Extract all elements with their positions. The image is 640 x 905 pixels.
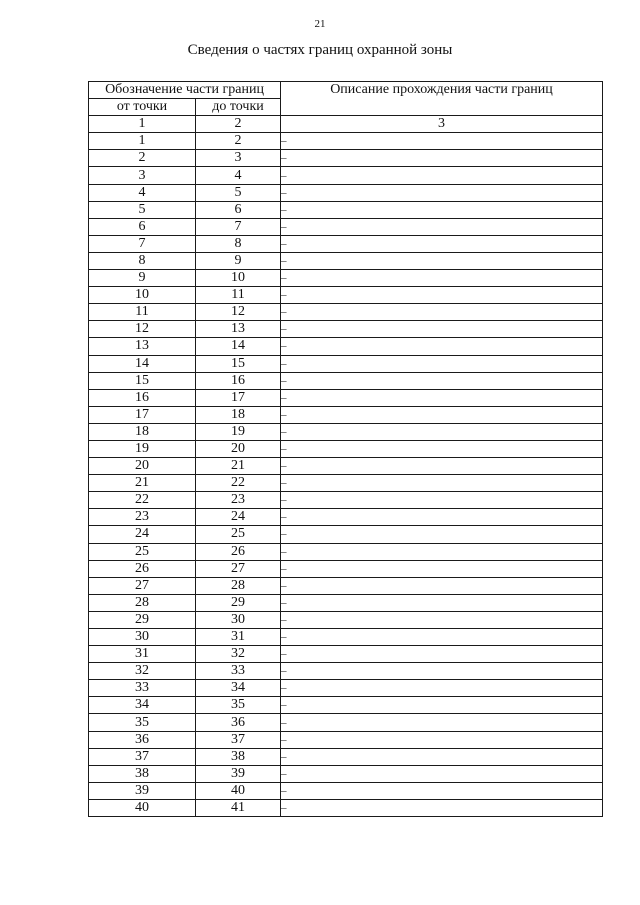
table-row: [89, 355, 603, 372]
table-row: [89, 526, 603, 543]
to-point-cell: 4: [196, 167, 281, 184]
to-point-cell: 15: [196, 355, 281, 372]
description-cell: –: [281, 389, 603, 406]
to-point-cell: 26: [196, 543, 281, 560]
from-point-cell: 11: [89, 304, 196, 321]
to-point-cell: 34: [196, 680, 281, 697]
to-point-cell: 32: [196, 646, 281, 663]
from-point-cell: 27: [89, 577, 196, 594]
table-row: [89, 475, 603, 492]
from-point-cell: 10: [89, 287, 196, 304]
description-cell: –: [281, 680, 603, 697]
description-cell: –: [281, 201, 603, 218]
from-point-cell: 24: [89, 526, 196, 543]
to-point-cell: 20: [196, 440, 281, 457]
table-row: [89, 577, 603, 594]
to-point-cell: 27: [196, 560, 281, 577]
to-point-cell: 13: [196, 321, 281, 338]
description-cell: –: [281, 338, 603, 355]
table-row: [89, 799, 603, 816]
from-point-cell: 8: [89, 252, 196, 269]
to-point-cell: 12: [196, 304, 281, 321]
description-cell: –: [281, 235, 603, 252]
table-row: [89, 201, 603, 218]
description-cell: –: [281, 646, 603, 663]
description-cell: –: [281, 526, 603, 543]
description-cell: –: [281, 799, 603, 816]
to-point-cell: 29: [196, 594, 281, 611]
to-point-cell: 28: [196, 577, 281, 594]
table-row: [89, 509, 603, 526]
from-point-cell: 12: [89, 321, 196, 338]
to-point-cell: 5: [196, 184, 281, 201]
table-row: [89, 492, 603, 509]
description-cell: –: [281, 748, 603, 765]
table-row: [89, 321, 603, 338]
to-point-cell: 39: [196, 765, 281, 782]
description-cell: –: [281, 287, 603, 304]
from-point-cell: 17: [89, 406, 196, 423]
description-cell: –: [281, 270, 603, 287]
table-row: [89, 560, 603, 577]
from-point-cell: 30: [89, 629, 196, 646]
table-row: [89, 680, 603, 697]
column-index-cell: 2: [196, 116, 281, 133]
description-cell: –: [281, 543, 603, 560]
from-point-cell: 35: [89, 714, 196, 731]
from-point-cell: 21: [89, 475, 196, 492]
description-cell: –: [281, 577, 603, 594]
column-index-cell: 1: [89, 116, 196, 133]
from-point-cell: 31: [89, 646, 196, 663]
from-point-cell: 20: [89, 458, 196, 475]
table-row: [89, 389, 603, 406]
from-point-cell: 37: [89, 748, 196, 765]
description-cell: –: [281, 372, 603, 389]
to-point-cell: 19: [196, 423, 281, 440]
description-cell: –: [281, 304, 603, 321]
table-row: [89, 629, 603, 646]
from-point-cell: 26: [89, 560, 196, 577]
table-row: [89, 748, 603, 765]
table-row: [89, 458, 603, 475]
table-row: [89, 218, 603, 235]
description-cell: –: [281, 492, 603, 509]
from-point-cell: 6: [89, 218, 196, 235]
from-point-cell: 36: [89, 731, 196, 748]
to-point-cell: 6: [196, 201, 281, 218]
table-row: [89, 663, 603, 680]
table-row: [89, 646, 603, 663]
table-row: [89, 423, 603, 440]
description-cell: –: [281, 594, 603, 611]
description-cell: –: [281, 440, 603, 457]
from-point-cell: 16: [89, 389, 196, 406]
to-point-cell: 8: [196, 235, 281, 252]
table-row: [89, 782, 603, 799]
table-row: [89, 270, 603, 287]
to-point-cell: 36: [196, 714, 281, 731]
to-point-cell: 41: [196, 799, 281, 816]
table-row: [89, 440, 603, 457]
to-point-cell: 17: [196, 389, 281, 406]
to-point-cell: 7: [196, 218, 281, 235]
header-from-point: от точки: [89, 99, 196, 116]
header-to-point: до точки: [196, 99, 281, 116]
description-cell: –: [281, 731, 603, 748]
from-point-cell: 19: [89, 440, 196, 457]
to-point-cell: 10: [196, 270, 281, 287]
description-cell: –: [281, 133, 603, 150]
to-point-cell: 23: [196, 492, 281, 509]
to-point-cell: 21: [196, 458, 281, 475]
from-point-cell: 39: [89, 782, 196, 799]
to-point-cell: 2: [196, 133, 281, 150]
to-point-cell: 25: [196, 526, 281, 543]
to-point-cell: 3: [196, 150, 281, 167]
from-point-cell: 7: [89, 235, 196, 252]
from-point-cell: 40: [89, 799, 196, 816]
description-cell: –: [281, 218, 603, 235]
table-row: [89, 543, 603, 560]
table-row: [89, 235, 603, 252]
table-row: [89, 287, 603, 304]
from-point-cell: 13: [89, 338, 196, 355]
boundary-parts-table: [88, 81, 603, 817]
table-row: [89, 406, 603, 423]
from-point-cell: 38: [89, 765, 196, 782]
description-cell: –: [281, 629, 603, 646]
to-point-cell: 18: [196, 406, 281, 423]
description-cell: –: [281, 509, 603, 526]
to-point-cell: 30: [196, 611, 281, 628]
from-point-cell: 23: [89, 509, 196, 526]
to-point-cell: 40: [196, 782, 281, 799]
to-point-cell: 9: [196, 252, 281, 269]
description-cell: –: [281, 423, 603, 440]
to-point-cell: 33: [196, 663, 281, 680]
to-point-cell: 38: [196, 748, 281, 765]
to-point-cell: 14: [196, 338, 281, 355]
from-point-cell: 4: [89, 184, 196, 201]
to-point-cell: 37: [196, 731, 281, 748]
to-point-cell: 24: [196, 509, 281, 526]
description-cell: –: [281, 782, 603, 799]
from-point-cell: 18: [89, 423, 196, 440]
header-boundary-description: Описание прохождения части границ: [281, 82, 603, 116]
to-point-cell: 31: [196, 629, 281, 646]
description-cell: –: [281, 458, 603, 475]
description-cell: –: [281, 697, 603, 714]
table-row: [89, 150, 603, 167]
description-cell: –: [281, 406, 603, 423]
table-row: [89, 372, 603, 389]
description-cell: –: [281, 167, 603, 184]
from-point-cell: 2: [89, 150, 196, 167]
description-cell: –: [281, 321, 603, 338]
table-row: [89, 304, 603, 321]
from-point-cell: 5: [89, 201, 196, 218]
table-row: [89, 338, 603, 355]
description-cell: –: [281, 663, 603, 680]
from-point-cell: 29: [89, 611, 196, 628]
from-point-cell: 1: [89, 133, 196, 150]
description-cell: –: [281, 355, 603, 372]
description-cell: –: [281, 765, 603, 782]
description-cell: –: [281, 252, 603, 269]
table-row: [89, 731, 603, 748]
from-point-cell: 33: [89, 680, 196, 697]
column-index-cell: 3: [281, 116, 603, 133]
to-point-cell: 11: [196, 287, 281, 304]
table-row: [89, 133, 603, 150]
table-row: [89, 697, 603, 714]
from-point-cell: 32: [89, 663, 196, 680]
from-point-cell: 14: [89, 355, 196, 372]
table-row: [89, 765, 603, 782]
from-point-cell: 22: [89, 492, 196, 509]
from-point-cell: 34: [89, 697, 196, 714]
page-number: 21: [314, 18, 326, 30]
table-row: [89, 594, 603, 611]
description-cell: –: [281, 150, 603, 167]
table-row: [89, 714, 603, 731]
from-point-cell: 25: [89, 543, 196, 560]
table-row: [89, 611, 603, 628]
description-cell: –: [281, 714, 603, 731]
from-point-cell: 9: [89, 270, 196, 287]
document-title: Сведения о частях границ охранной зоны: [187, 42, 453, 58]
table-row: [89, 184, 603, 201]
column-index-row: [89, 116, 603, 133]
table-body: [89, 116, 603, 817]
description-cell: –: [281, 611, 603, 628]
table-row: [89, 252, 603, 269]
from-point-cell: 28: [89, 594, 196, 611]
to-point-cell: 35: [196, 697, 281, 714]
to-point-cell: 16: [196, 372, 281, 389]
description-cell: –: [281, 560, 603, 577]
header-boundary-part-designation: Обозначение части границ: [89, 82, 281, 99]
description-cell: –: [281, 184, 603, 201]
from-point-cell: 3: [89, 167, 196, 184]
from-point-cell: 15: [89, 372, 196, 389]
table-row: [89, 167, 603, 184]
to-point-cell: 22: [196, 475, 281, 492]
description-cell: –: [281, 475, 603, 492]
